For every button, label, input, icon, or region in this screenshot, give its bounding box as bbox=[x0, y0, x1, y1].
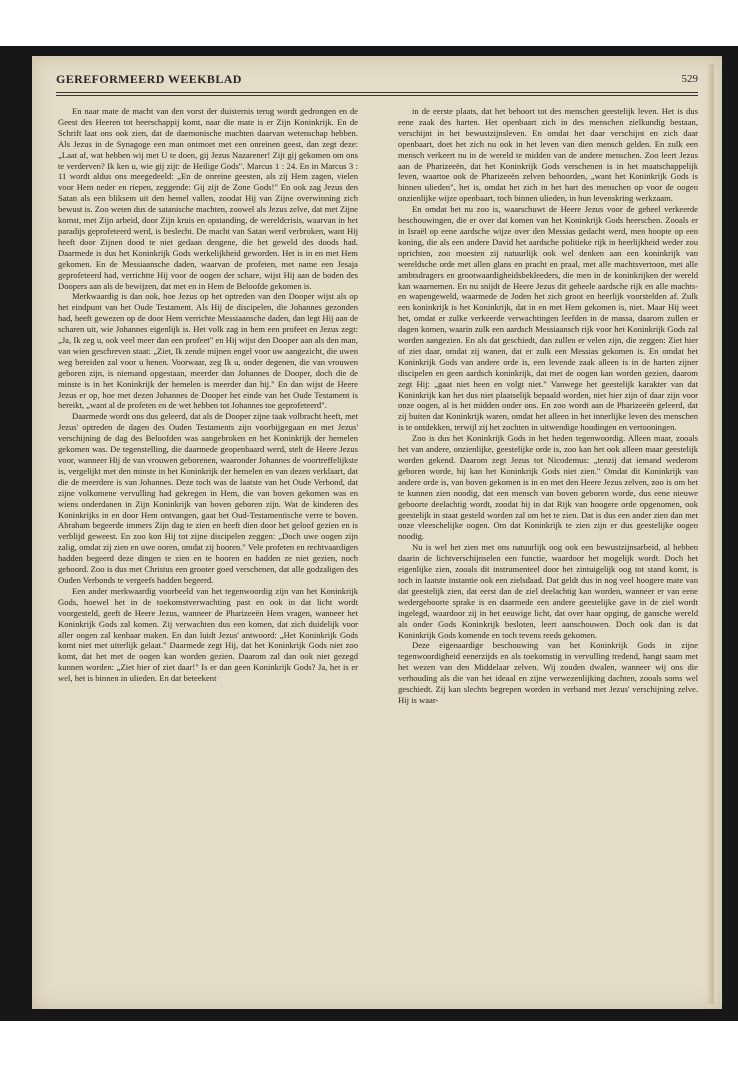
paragraph: Deze eigenaardige beschouwing van het Koninkrijk Gods in zijne tegenwoordigheid eenerzijds en als toekomstig in vervulling tredend, hangt saam met het wezen van den Middelaar zelven. Wij zouden dwalen, wanneer wij ons die verhouding als die van het ideaal en zijne verwezenlijking dachten, zooals soms wel geschiedt. Zij kan slechts begrepen worden in verband met Jezus' verschijning zelve. Hij is waar- bbox=[398, 640, 698, 705]
page-number: 529 bbox=[681, 73, 698, 85]
page-edge-shadow bbox=[708, 64, 714, 1004]
header-rule-thick bbox=[56, 92, 698, 93]
newspaper-page bbox=[32, 56, 722, 1009]
paragraph: Een ander merkwaardig voorbeeld van het tegenwoordig zijn van het Koninkrijk Gods, hoewel het in de toekomstverwachting past en ook in dat licht wordt voorgesteld, geeft de Heere Jezus, wanneer de Pharizeeën Hem vragen, wanneer het Koninkrijk Gods zal komen. Zij verwachten dus een komen, dat zich duidelijk voor aller oogen zal kenbaar maken. En dan luidt Jezus' antwoord: „Het Koninkrijk Gods komt niet met uiterlijk gelaat." Daarmede zegt Hij, dat het Koninkrijk Gods niet zoo komt, dat het met de oogen kan worden gezien. Daarom zal dan ook niet gezegd kunnen worden: „Ziet hier of ziet daar!" Is er dan geen Koninkrijk Gods? Ja, het is er wel, het is binnen in ulieden. En dat beteekent bbox=[58, 585, 358, 684]
paragraph: En naar mate de macht van den vorst der duisternis terug wordt gedrongen en de Geest des Heeren tot heerschappij komt, naar die mate is er Zijn Koninkrijk. En de Schrift laat ons ook zien, dat de daemonische machten daarvan wetenschap hebben. Als Jezus in de Synagoge een man ontmoet met een onreinen geest, dan zegt deze: „Laat af, wat hebben wij met U te doen, gij Jezus Nazarener! Zijt gij gekomen om ons te verderven? Ik ken u, wie gij zijt: de Heilige Gods". Marcus 1 : 24. En in Marcus 3 : 11 wordt aldus ons meegedeeld: „En de onreine geesten, als zij Hem zagen, vielen voor Hem neder en riepen, zeggende: Gij zijt de Zone Gods!" En ook zag Jezus den Satan als een bliksem uit den hemel vallen, zoodat Hij van Zijne overwinning zich bewust is. Zoo weten dus de satanische machten, zoowel als Jezus zelve, dat met Zijne komst, met Zijn arbeid, door Zijn kruis en opstanding, de wereldcrisis, waarvan in het paradijs geprofeteerd werd, is beslecht. De macht van Satan werd verbroken, want Hij heeft door Zijnen dood te niet gedaan dengene, die het geweld des doods had. Daarmede is dus het Koninkrijk Gods werkelijkheid geworden. Het is in en met Hem gekomen. En de Messiaansche daden, waarvan de profeten, met name een Jesaja geprofeteerd had, verrichtte Hij voor de oogen der schare, wijst Hij aan de boden des Doopers aan als de bewijzen, dat met en in Hem de Beloofde gekomen is. bbox=[58, 106, 358, 291]
paragraph: Daarmede wordt ons dus geleerd, dat als de Dooper zijne taak volbracht heeft, met Jezus' optreden de dagen des Ouden Testaments zijn voorbijgegaan en met Jezus' verschijning de dag des Beloofden was aangebroken en het Koninkrijk der hemelen gekomen was. De tegenstelling, die daarmede geopenbaard werd, stelt de Heere Jezus voor, wanneer Hij de van vrouwen geborenen, waaronder Johannes de voortreffelijkste is, vergelijkt met den minste in het Koninkrijk der hemelen en van dezen verklaart, dat die de meerdere is van Johannes. Deze toch was de laatste van het Oude Verbond, dat zijne volkomene vervulling had gekregen in Hem, die van boven gekomen was en wiens onderdanen in Zijn Koninkrijk van boven geboren zijn. Wat de kinderen des Koninkrijks in en door Hem ontvangen, gaat het Oud-Testamentische verre te boven. Abraham begeerde immers Zijn dag te zien en heeft dien door het geloof gezien en is verblijd geweest. En zoo kon Hij tot zijne discipelen zeggen: „Doch uwe oogen zijn zalig, omdat zij zien en uwe ooren, omdat zij hooren." Vele profeten en rechtvaardigen hadden begeerd deze dingen te zien en te hooren en hadden ze niet gezien, noch gehoord. Zoo is dus met Christus een grooter goed verschenen, dat alle godzaligen des Ouden Verbonds te vergeefs hadden begeerd. bbox=[58, 411, 358, 585]
paragraph: Merkwaardig is dan ook, hoe Jezus op het optreden van den Dooper wijst als op het eindpunt van het Oude Testament. Als Hij de discipelen, die Johannes gezonden had, heeft gewezen op de door Hem verrichte Messiaansche daden, dan legt Hij aan de scharen uit, wie Johannes eigenlijk is. Het volk zag in hem een profeet en Jezus zegt: „Ja, Ik zeg u, ook veel meer dan een profeet" en Hij wijst den Dooper aan als den man, van wien geschreven staat: „Ziet, Ik zende mijnen engel voor uw aangezicht, die uwen weg bereiden zal voor u henen. Voorwaar, zeg Ik u, onder degenen, die van vrouwen geboren zijn, is niemand opgestaan, meerder dan Johannes de Dooper, doch die de minste is in het Koninkrijk der hemelen is meerder dan hij." En dan wijst de Heere Jezus er op, hoe met dezen Johannes de Dooper het einde van het Oude Testament is bereikt, „want al de profeten en de wet hebben tot Johannes toe geprofeteerd". bbox=[58, 291, 358, 411]
page-header bbox=[56, 68, 698, 92]
paragraph: Nu is wel het zien met ons natuurlijk oog ook een bewustzijnsarbeid, al hebben daarin de lichtverschijnselen een functie, waardoor het mogelijk wordt. Doch het eigenlijke zien, zooals dit instrumenteel door het zintuigelijk oog tot stand komt, is toch in laatste instantie ook een zielsdaad. Dat geldt dus in nog veel hoogere mate van dat geestelijk zien, dat eerst dan de ziel deelachtig kan worden, wanneer er van eene wedergeboorte sprake is en daarmede een andere geestelijke gave in de ziel wordt ingelegd, waardoor zij in het eeuwige licht, dat over haar opging, de gansche wereld als onder Gods Koninkrijk besloten, leert aanschouwen. Doch ook dan is dat Koninkrijk Gods komende en toch tevens reeds gekomen. bbox=[398, 542, 698, 640]
masthead-title: GEREFORMEERD WEEKBLAD bbox=[56, 72, 242, 86]
paragraph: in de eerste plaats, dat het behoort tot des menschen geestelijk leven. Het is dus eene zaak des harten. Het openbaart zich in des menschen zielkundig bestaan, verschijnt in het bewustzijnsleven. En omdat het daar verschijnt en zich daar openbaart, doet het zich nu ook in het leven van dien mensch gelden. En zulk een mensch verkeert nu in de wereld te midden van de andere menschen. Zoo leert Jezus aan de Pharizeeën, dat het Koninkrijk Gods verschenen is in het maatschappelijk leven, waartoe ook de Pharizeeën zelven behoorden, „want het Koninkrijk Gods is binnen ulieden", het is, omdat het zich in het hart des menschen op voor de oogen onzienlijke wijze openbaart, toch binnen ulieden, in hun levenskring werkzaam. bbox=[398, 106, 698, 204]
paragraph: En omdat het nu zoo is, waarschuwt de Heere Jezus voor de geheel verkeerde beschouwingen, die er over dat komen van het Koninkrijk Gods heerschen. Zooals er in Israël op eene aardsche wijze over den Messias gedacht werd, men hoopte op een koning, die als een andere David het aardsche politieke rijk in heerlijkheid weder zou oprichten, zoo moesten zij natuurlijk ook wel denken aan een koninkrijk van wereldsche orde met allen glans en pracht en praal, met alle machtsvertoon, met alle ambtsdragers en grootwaardigheidsbekleeders, die men in de koninkrijken der wereld kan waarnemen. En nu snijdt de Heere Jezus dit geheele aardsche rijk en alle machts- en wapengeweld, waarmede de Joden het zich groot en heerlijk voorstelden af. Zulk een koninkrijk is het Koninkrijk, dat in en met Hem gekomen is, niet. Maar Hij weet het, omdat er zulke verkeerde verwachtingen leefden in de massa, daarom zullen er dagen komen, waarin zulk een aardsch Messiaansch rijk voor het Koninkrijk Gods zal worden aangezien. En als dat geschiedt, dan zullen er velen zijn, die zeggen: Ziet hier of ziet daar, omdat zij wanen, dat er zulk een Messias gekomen is. En omdat het Koninkrijk Gods van andere orde is, een levende zaak alleen is in de harten zijner discipelen en geen aardsch koninkrijk, dat met de oogen kan worden gezien, daarom zegt Hij: „gaat niet heen en volgt niet." Vanwege het geestelijk karakter van dat Koninkrijk kan het dus niet plaatselijk bepaald worden, niet hier zijn of daar zijn voor onze oogen, al is het midden onder ons. En zoo wordt aan de Pharizeeën geleerd, dat zij buiten dat Koninkrijk waren, omdat het alleen in het innerlijke leven des menschen is te ontdekken, terwijl zij het zochten in uitwendige houdingen en vertooningen. bbox=[398, 204, 698, 433]
header-rule-thin bbox=[56, 95, 698, 96]
right-column bbox=[398, 106, 698, 998]
paragraph: Zoo is dus het Koninkrijk Gods in het heden tegenwoordig. Alleen maar, zooals het van andere, onzienlijke, geestelijke orde is, zoo kan het ook alleen maar geestelijk worden gekend. Daarom zegt Jezus tot Nicodemus: „tenzij dat iemand wederom geboren worde, hij kan het Koninkrijk Gods niet zien." Omdat dit Koninkrijk van andere orde is, van boven gekomen is in en met den Heere Jezus zelven, zoo is om het te kunnen zien noodig, dat een mensch van boven geboren worde, dus eene nieuwe geboorte deelachtig wordt, zoodat hij in dat Rijk van hoogere orde opgenomen, ook geestelijk in staat gesteld worden zal om het te zien. Dat is dus een ander zien dan met onze vleeschelijke oogen. Om dat Koninkrijk te zien zijn er dus geestelijke oogen noodig. bbox=[398, 433, 698, 542]
left-column bbox=[58, 106, 358, 998]
